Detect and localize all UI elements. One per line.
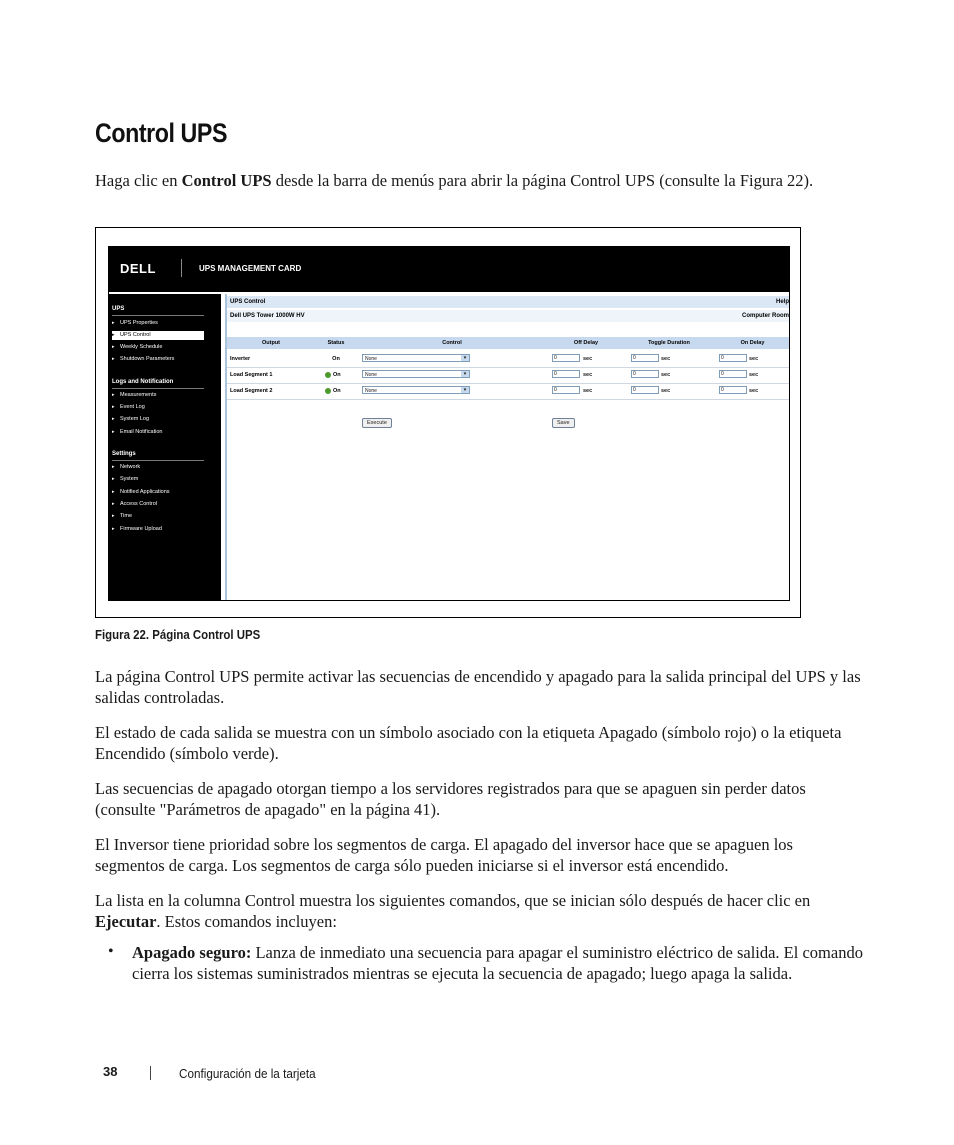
output-name: Load Segment 1 (230, 372, 273, 378)
toggle-duration-unit: sec (661, 372, 671, 378)
status-value: On (333, 388, 341, 394)
help-link[interactable]: Help (775, 299, 789, 305)
sidebar-item-label: Firmware Upload (120, 526, 162, 532)
status-cell (325, 367, 341, 383)
on-delay-input[interactable]: 0 (719, 386, 747, 394)
toggle-duration-unit: sec (661, 388, 671, 394)
sidebar-item-label: UPS Control (120, 332, 151, 338)
table-header (227, 337, 790, 349)
sidebar-item-label: Time (120, 513, 133, 519)
sidebar-item-label: Access Control (120, 501, 157, 507)
control-select-value: None (365, 388, 377, 394)
sidebar-item-email-notification[interactable] (112, 428, 204, 437)
column-header-toggle-duration: Toggle Duration (648, 340, 690, 346)
status-on-icon (325, 388, 331, 394)
bullet-description: Lanza de inmediato una secuencia para apagar el suministro eléctrico de salida. El comando cierra los sistemas suministrados mientras se ejecuta la secuencia de apagado; luego apaga la salida. (132, 943, 863, 983)
app-title: UPS MANAGEMENT CARD (199, 264, 302, 273)
arrow-right-icon: ▸ (112, 416, 115, 422)
footer-divider (150, 1066, 151, 1080)
control-select[interactable] (362, 386, 470, 394)
bullet-item (132, 942, 865, 984)
chevron-down-icon: ▾ (461, 355, 469, 361)
arrow-right-icon: ▸ (112, 476, 115, 482)
arrow-right-icon: ▸ (112, 526, 115, 532)
sidebar-item-weekly-schedule[interactable] (112, 343, 204, 352)
arrow-right-icon: ▸ (112, 344, 115, 350)
sidebar-divider (112, 460, 204, 461)
arrow-right-icon: ▸ (112, 392, 115, 398)
sidebar-item-label: Network (120, 464, 141, 470)
intro-text-pre: Haga clic en (95, 171, 182, 190)
list-intro-pre: La lista en la columna Control muestra los siguientes comandos, que se inician sólo después de hacer clic en (95, 891, 811, 910)
sidebar-item-measurements[interactable] (112, 391, 204, 400)
page-label: UPS Control (230, 299, 266, 305)
intro-paragraph (95, 170, 865, 191)
chevron-down-icon: ▾ (461, 387, 469, 393)
intro-text-bold: Control UPS (181, 171, 272, 190)
sidebar-divider (112, 388, 204, 389)
on-delay-unit: sec (749, 356, 759, 362)
arrow-right-icon: ▸ (112, 429, 115, 435)
save-button[interactable]: Save (552, 418, 575, 428)
column-header-on-delay: On Delay (740, 340, 765, 346)
on-delay-unit: sec (749, 388, 759, 394)
status-on-icon (325, 372, 331, 378)
ups-control-screenshot (108, 246, 790, 601)
bullet-term: Apagado seguro: (132, 943, 252, 962)
list-intro-bold: Ejecutar (95, 912, 157, 931)
device-bar (227, 310, 790, 322)
output-name: Inverter (230, 356, 251, 362)
sidebar-item-label: Notified Applications (120, 489, 170, 495)
arrow-right-icon: ▸ (112, 489, 115, 495)
figure-caption: Figura 22. Página Control UPS (95, 627, 261, 642)
status-value: On (333, 372, 341, 378)
sidebar-item-ups-control[interactable] (112, 331, 204, 340)
control-select[interactable] (362, 370, 470, 378)
table-row (227, 351, 790, 368)
sidebar-item-label: System (120, 476, 139, 482)
control-select-value: None (365, 372, 377, 378)
toggle-duration-input[interactable]: 0 (631, 386, 659, 394)
sidebar-item-notified-applications[interactable] (112, 488, 204, 497)
sidebar-item-ups-properties[interactable] (112, 319, 204, 328)
sidebar-item-system-log[interactable] (112, 415, 204, 424)
table-row (227, 383, 790, 400)
column-header-status: Status (327, 340, 345, 346)
device-name: Dell UPS Tower 1000W HV (230, 313, 305, 319)
sidebar-item-access-control[interactable] (112, 500, 204, 509)
off-delay-input[interactable]: 0 (552, 370, 580, 378)
column-header-off-delay: Off Delay (573, 340, 599, 346)
chevron-down-icon: ▾ (461, 371, 469, 377)
header-bar (109, 247, 789, 292)
off-delay-unit: sec (583, 372, 593, 378)
on-delay-unit: sec (749, 372, 759, 378)
list-intro-paragraph (95, 890, 865, 932)
intro-text-post: desde la barra de menús para abrir la página Control UPS (consulte la Figura 22). (271, 171, 814, 190)
output-name: Load Segment 2 (230, 388, 273, 394)
page-number: 38 (103, 1064, 118, 1079)
footer-section-title: Configuración de la tarjeta (179, 1066, 316, 1081)
on-delay-input[interactable]: 0 (719, 354, 747, 362)
table-row (227, 367, 790, 384)
list-intro-post: . Estos comandos incluyen: (156, 912, 337, 931)
toggle-duration-input[interactable]: 0 (631, 370, 659, 378)
arrow-right-icon: ▸ (112, 356, 115, 362)
column-header-control: Control (442, 340, 462, 346)
off-delay-input[interactable]: 0 (552, 354, 580, 362)
paragraph: El Inversor tiene prioridad sobre los segmentos de carga. El apagado del inversor hace que se apaguen los segmentos de carga. Los segmentos de carga sólo pueden iniciarse si el inversor está encendido. (95, 835, 793, 875)
arrow-right-icon: ▸ (112, 464, 115, 470)
sidebar-item-label: Weekly Schedule (120, 344, 163, 350)
header-divider (181, 259, 182, 277)
arrow-right-icon: ▸ (112, 320, 115, 326)
sidebar-section-settings: Settings (112, 451, 136, 457)
sidebar-item-shutdown-parameters[interactable] (112, 355, 204, 364)
control-select-value: None (365, 356, 377, 362)
main-content (225, 294, 790, 601)
sidebar-item-network[interactable] (112, 463, 204, 472)
execute-button[interactable]: Execute (362, 418, 392, 428)
control-select[interactable] (362, 354, 470, 362)
sidebar-item-label: UPS Properties (120, 320, 158, 326)
column-header-output: Output (261, 340, 281, 346)
off-delay-unit: sec (583, 388, 593, 394)
sidebar-item-label: Measurements (120, 392, 157, 398)
sidebar-item-label: Shutdown Parameters (120, 356, 175, 362)
dell-logo: DELL (120, 261, 156, 276)
sidebar-item-event-log[interactable] (112, 403, 204, 412)
page-title: Control UPS (95, 118, 228, 148)
sidebar-section-ups: UPS (112, 306, 125, 312)
sidebar-item-system[interactable] (112, 475, 204, 484)
sidebar (109, 294, 221, 601)
sidebar-divider (112, 315, 204, 316)
bullet-icon: • (108, 943, 114, 960)
off-delay-input[interactable]: 0 (552, 386, 580, 394)
page-label-bar (227, 296, 790, 308)
off-delay-unit: sec (583, 356, 593, 362)
sidebar-section-logs: Logs and Notification (112, 379, 174, 385)
location: Computer Room (742, 313, 789, 319)
status-cell (325, 383, 341, 399)
status-value: On (332, 356, 340, 362)
arrow-right-icon: ▸ (112, 501, 115, 507)
paragraph: Las secuencias de apagado otorgan tiempo a los servidores registrados para que se apaguen sin perder datos (consulte "Parámetros de apagado" en la página 41). (95, 779, 806, 819)
sidebar-item-label: System Log (120, 416, 150, 422)
sidebar-item-firmware-upload[interactable] (112, 525, 204, 534)
toggle-duration-input[interactable]: 0 (631, 354, 659, 362)
sidebar-item-time[interactable] (112, 512, 204, 521)
sidebar-item-label: Event Log (120, 404, 145, 410)
toggle-duration-unit: sec (661, 356, 671, 362)
arrow-right-icon: ▸ (112, 332, 115, 338)
arrow-right-icon: ▸ (112, 404, 115, 410)
sidebar-item-label: Email Notification (120, 429, 163, 435)
paragraph: La página Control UPS permite activar las secuencias de encendido y apagado para la salida principal del UPS y las salidas controladas. (95, 667, 861, 707)
paragraph: El estado de cada salida se muestra con un símbolo asociado con la etiqueta Apagado (símbolo rojo) o la etiqueta Encendido (símbolo verde). (95, 723, 842, 763)
arrow-right-icon: ▸ (112, 513, 115, 519)
on-delay-input[interactable]: 0 (719, 370, 747, 378)
